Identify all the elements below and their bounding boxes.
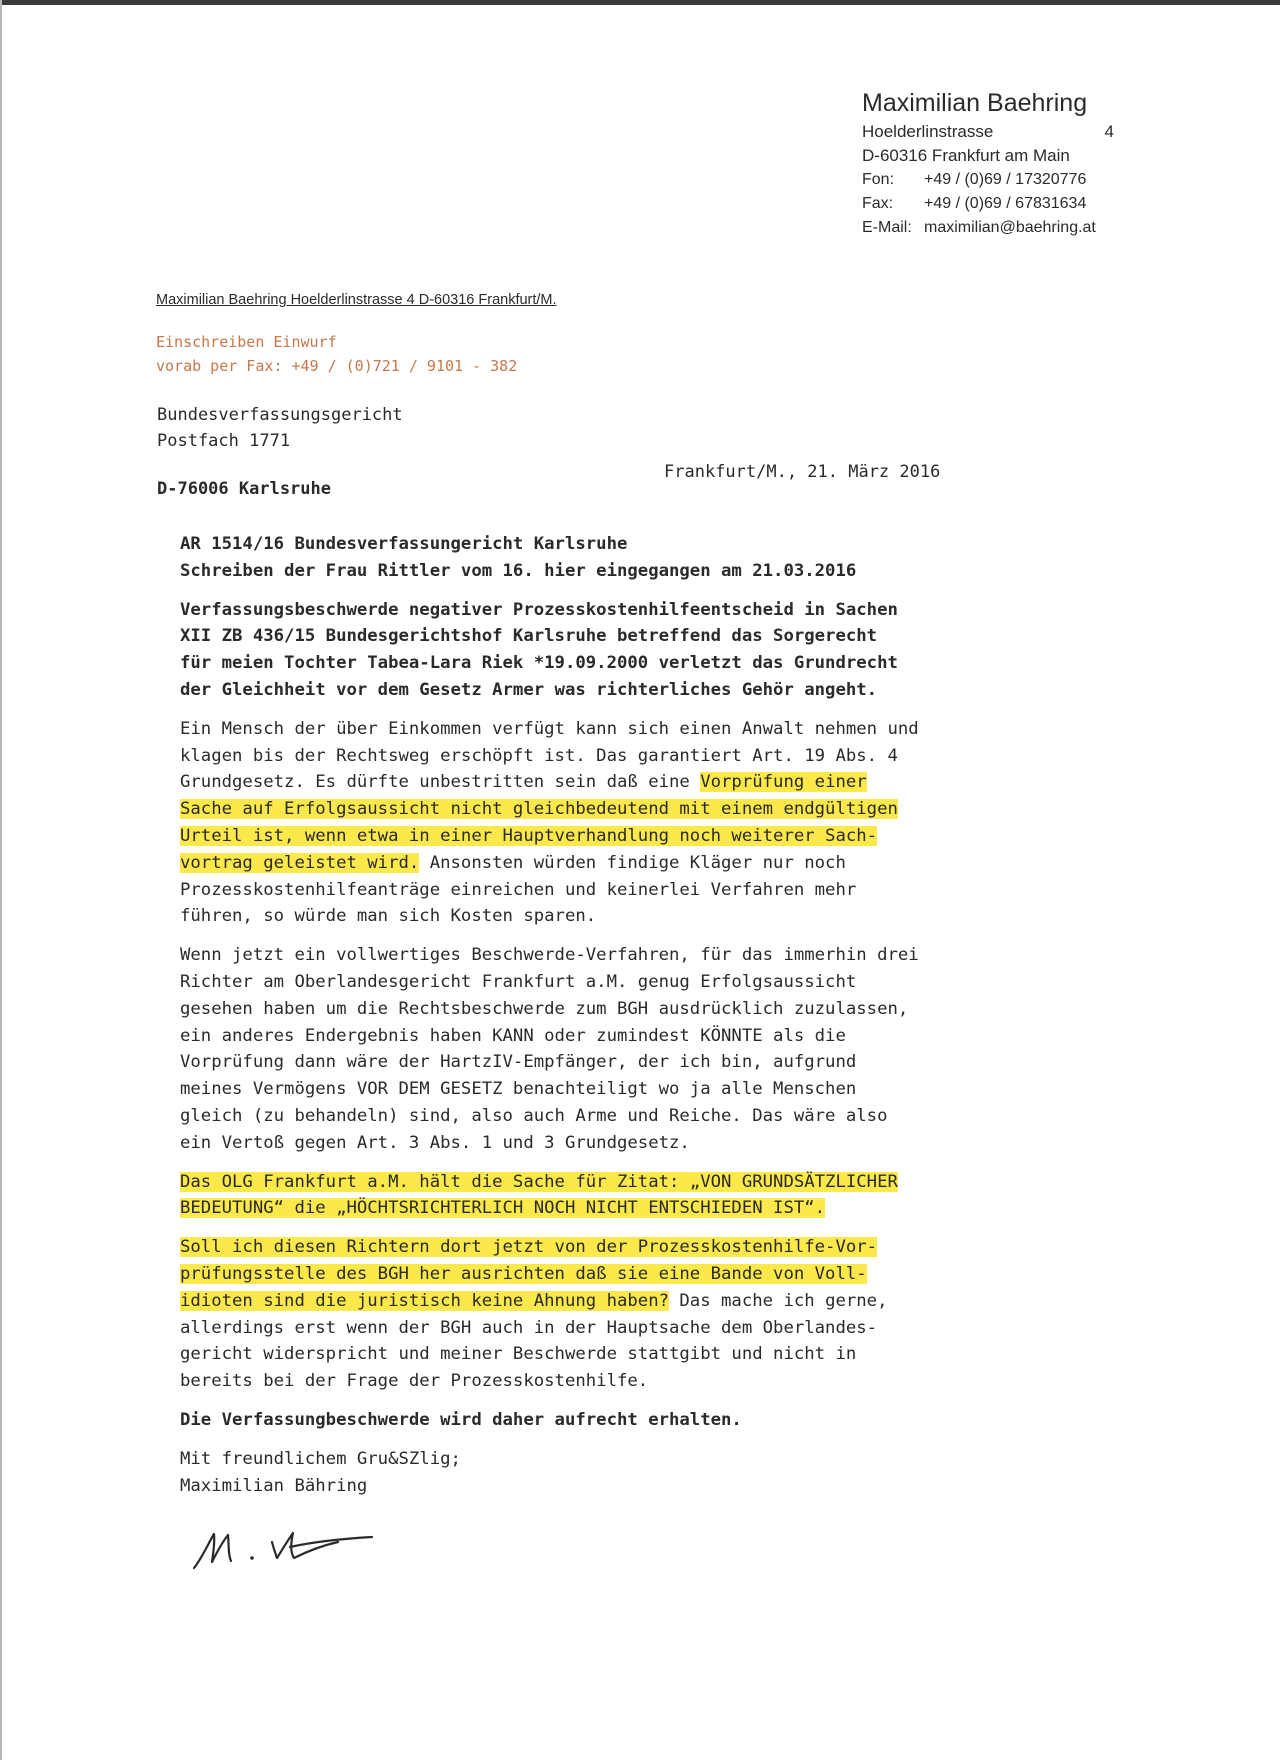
recipient-city: D-76006 Karlsruhe <box>157 479 331 499</box>
highlighted-text: idioten sind die juristisch keine Ahnung haben? <box>180 1290 669 1311</box>
recipient-address <box>157 402 403 454</box>
sender-phone-line <box>862 168 1114 192</box>
highlighted-text: BEDEUTUNG“ die „HÖCHTSRICHTERLICH NOCH NICHT ENTSCHIEDEN IST“. <box>180 1198 826 1219</box>
highlighted-text: Soll ich diesen Richtern dort jetzt von der Prozesskostenhilfe-Vor- <box>180 1237 878 1258</box>
text-line: Ansonsten würden findige Kläger nur noch <box>419 852 846 873</box>
closing-greeting: Mit freundlichem Gru&SZlig; <box>180 1448 461 1469</box>
sender-street-line <box>862 120 1114 144</box>
subject-line: XII ZB 436/15 Bundesgerichtshof Karlsruhe betreffend das Sorgerecht <box>180 626 878 647</box>
paragraph-3 <box>180 1169 1090 1223</box>
reference-line-1: AR 1514/16 Bundesverfassungericht Karlsruhe <box>180 534 628 554</box>
sender-house-number: 4 <box>1104 122 1114 141</box>
highlighted-text: Das OLG Frankfurt a.M. hält die Sache für Zitat: „VON GRUNDSÄTZLICHER <box>180 1171 898 1192</box>
closing-name: Maximilian Bähring <box>180 1475 368 1496</box>
fax-label: Fax: <box>862 195 894 212</box>
subject-line: der Gleichheit vor dem Gesetz Armer was richterliches Gehör angeht. <box>180 679 878 700</box>
text-line: Ein Mensch der über Einkommen verfügt kann sich einen Anwalt nehmen und <box>180 718 919 739</box>
return-address: Maximilian Baehring Hoelderlinstrasse 4 D-60316 Frankfurt/M. <box>156 292 557 308</box>
text-line: Vorprüfung dann wäre der HartzIV-Empfänger, der ich bin, aufgrund <box>180 1052 857 1073</box>
highlighted-text: Urteil ist, wenn etwa in einer Hauptverhandlung noch weiterer Sach- <box>180 825 878 846</box>
subject-line: für meien Tochter Tabea-Lara Riek *19.09.2000 verletzt das Grundrecht <box>180 653 898 674</box>
delivery-line-2: vorab per Fax: +49 / (0)721 / 9101 - 382 <box>156 357 518 375</box>
email-address: maximilian@baehring.at <box>924 219 1096 236</box>
reference-block <box>180 531 1090 585</box>
subject-line: Verfassungsbeschwerde negativer Prozesskostenhilfeentscheid in Sachen <box>180 599 898 620</box>
paragraph-4 <box>180 1234 1090 1395</box>
sender-fax-line <box>862 192 1114 216</box>
text-line: Richter am Oberlandesgericht Frankfurt a.M. genug Erfolgsaussicht <box>180 971 857 992</box>
email-label: E-Mail: <box>862 219 912 236</box>
fax-number: +49 / (0)69 / 67831634 <box>924 195 1087 212</box>
paragraph-2 <box>180 942 1090 1156</box>
text-line: gleich (zu behandeln) sind, also auch Arme und Reiche. Das wäre also <box>180 1105 888 1126</box>
closing <box>180 1446 1090 1500</box>
sender-street: Hoelderlinstrasse <box>862 122 994 141</box>
text-line: meines Vermögens VOR DEM GESETZ benachteiligt wo ja alle Menschen <box>180 1079 857 1100</box>
subject-block <box>180 597 1090 704</box>
sender-name: Maximilian Baehring <box>862 89 1088 117</box>
text-line: ein Vertoß gegen Art. 3 Abs. 1 und 3 Grundgesetz. <box>180 1132 690 1153</box>
phone-number: +49 / (0)69 / 17320776 <box>924 171 1087 188</box>
text-line: gericht widerspricht und meiner Beschwerde stattgibt und nicht in <box>180 1344 857 1365</box>
text-line: führen, so würde man sich Kosten sparen. <box>180 906 597 927</box>
sender-letterhead <box>862 86 1114 240</box>
text-line: allerdings erst wenn der BGH auch in der Hauptsache dem Oberlandes- <box>180 1317 878 1338</box>
text-line: Prozesskostenhilfeanträge einreichen und keinerlei Verfahren mehr <box>180 879 857 900</box>
sender-email-line <box>862 216 1114 240</box>
conclusion: Die Verfassungbeschwerde wird daher aufrecht erhalten. <box>180 1409 742 1430</box>
delivery-line-1: Einschreiben Einwurf <box>156 333 337 351</box>
highlighted-text: prüfungsstelle des BGH her ausrichten daß sie eine Bande von Voll- <box>180 1263 867 1284</box>
paragraph-1 <box>180 716 1090 930</box>
text-line: klagen bis der Rechtsweg erschöpft ist. Das garantiert Art. 19 Abs. 4 <box>180 745 898 766</box>
text-line: ein anderes Endergebnis haben KANN oder zumindest KÖNNTE als die <box>180 1025 846 1046</box>
scan-edge-top <box>0 0 1280 5</box>
text-line: Grundgesetz. Es dürfte unbestritten sein daß eine <box>180 772 701 793</box>
scan-edge-left <box>0 0 2 1760</box>
handwritten-signature <box>188 1522 378 1572</box>
recipient-line-2: Postfach 1771 <box>157 431 291 451</box>
highlighted-text: Sache auf Erfolgsaussicht nicht gleichbedeutend mit einem endgültigen <box>180 799 898 820</box>
text-line: Wenn jetzt ein vollwertiges Beschwerde-Verfahren, für das immerhin drei <box>180 945 919 966</box>
phone-label: Fon: <box>862 171 895 188</box>
text-line: gesehen haben um die Rechtsbeschwerde zum BGH ausdrücklich zuzulassen, <box>180 998 909 1019</box>
letter-date: Frankfurt/M., 21. März 2016 <box>664 462 941 482</box>
highlighted-text: vortrag geleistet wird. <box>180 852 420 873</box>
text-line: Das mache ich gerne, <box>669 1290 888 1311</box>
reference-line-2: Schreiben der Frau Rittler vom 16. hier eingegangen am 21.03.2016 <box>180 560 857 581</box>
sender-city: D-60316 Frankfurt am Main <box>862 146 1070 165</box>
recipient-line-1: Bundesverfassungsgericht <box>157 405 403 425</box>
letter-body <box>180 531 1090 1511</box>
text-line: bereits bei der Frage der Prozesskostenhilfe. <box>180 1371 649 1392</box>
delivery-method <box>156 330 517 378</box>
highlighted-text: Vorprüfung einer <box>700 772 867 793</box>
